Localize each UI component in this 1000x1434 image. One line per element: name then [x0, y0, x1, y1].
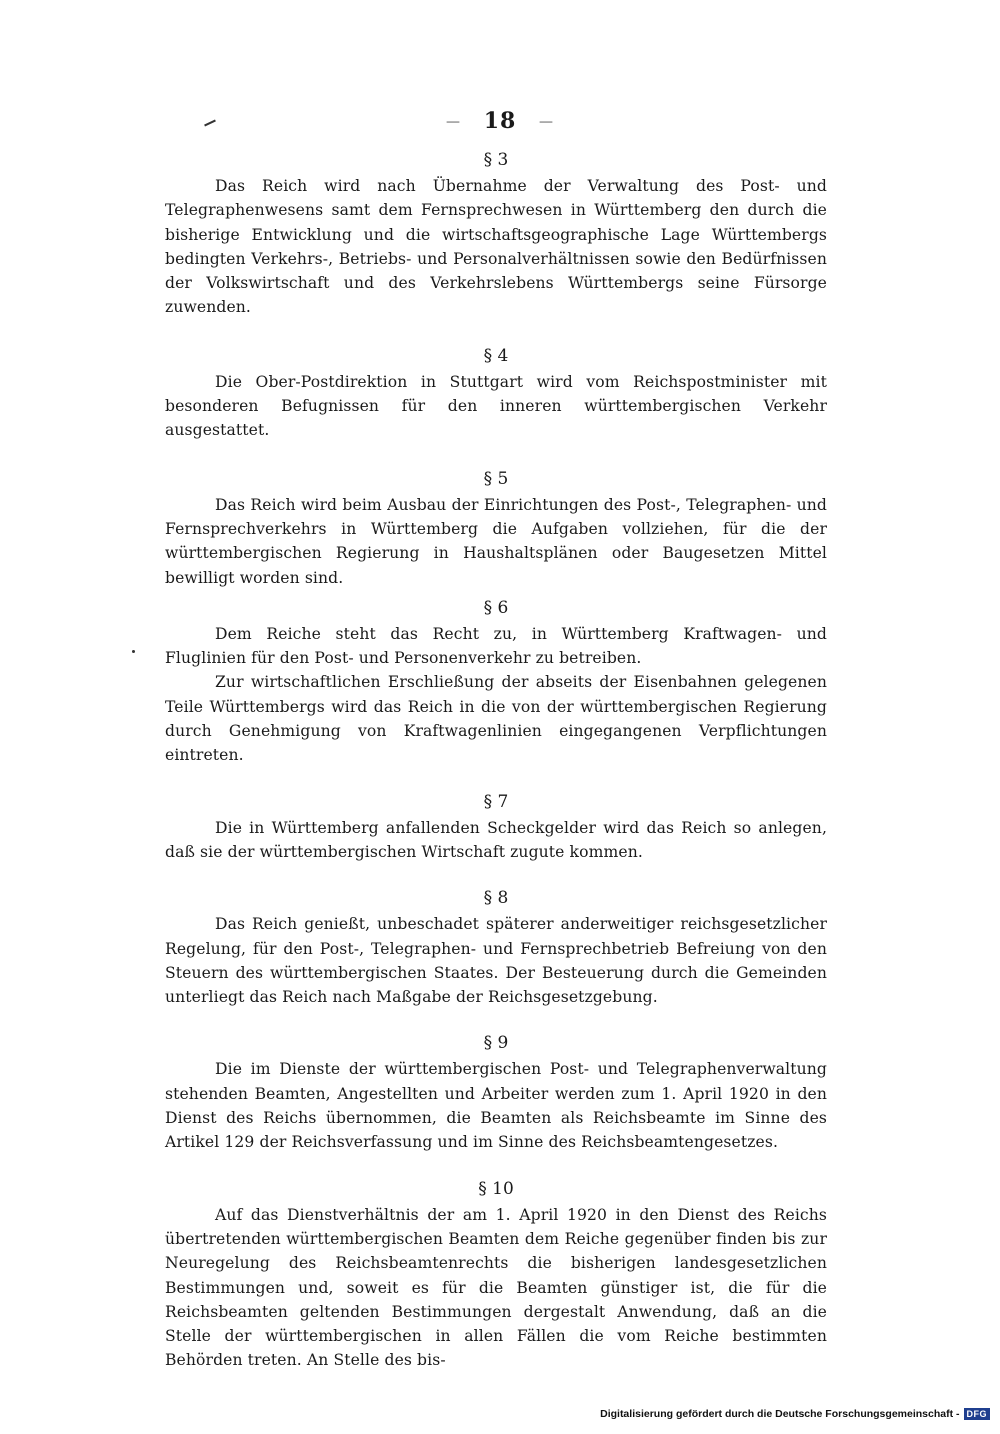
section-7 — [165, 790, 827, 865]
section-4 — [165, 344, 827, 443]
section-heading: § 4 — [483, 345, 509, 366]
paragraph: Die Ober-Postdirektion in Stuttgart wird vom Reichspostminister mit besonderen Befugnissen für den inneren württembergischen Verkehr ausgestattet. — [165, 372, 827, 440]
page-number-value: 18 — [483, 108, 517, 134]
section-heading: § 5 — [483, 468, 509, 489]
paragraph: Zur wirtschaftlichen Erschließung der abseits der Eisenbahnen gelegenen Teile Württembergs wird das Reich in die von der württembergischen Regierung durch Genehmigung von Kraftwagenlinien eingegangenen Verpflichtungen eintreten. — [165, 673, 827, 765]
paragraph: Die im Dienste der württembergischen Post- und Telegraphenverwaltung stehenden Beamten, Angestellten und Arbeiter werden zum 1. April 1920 in den Dienst des Reichs übernommen, die Beamten als Reichsbeamte im Sinne des Artikel 129 der Reichsverfassung und im Sinne des Reichsbeamtengesetzes. — [165, 1060, 827, 1152]
paragraph: Auf das Dienstverhältnis der am 1. April 1920 in den Dienst des Reichs übertretenden württembergischen Beamten dem Reiche gegenüber finden bis zur Neuregelung des Reichsbeamtenrechts die bisherigen landesgesetzlichen Bestimmungen und, soweit es für die Beamten günstiger ist, die für die Reichsbeamten geltenden Bestimmungen dergestalt Anwendung, daß an die Stelle der württembergischen in allen Fällen die vom Reiche bestimmten Behörden treten. An Stelle des bis- — [165, 1205, 827, 1370]
digitization-footer — [600, 1408, 990, 1420]
paragraph: Das Reich wird nach Übernahme der Verwaltung des Post- und Telegraphenwesens samt dem Fernsprechwesen in Württemberg den durch die bisherige Entwicklung und die wirtschaftsgeographische Lage Württembergs bedingten Verkehrs-, Betriebs- und Personalverhältnissen sowie den Bedürfnissen der Volkswirtschaft und des Verkehrslebens Württembergs seine Fürsorge zuwenden. — [165, 177, 827, 317]
paragraph: Das Reich wird beim Ausbau der Einrichtungen des Post-, Telegraphen- und Fernsprechverkehrs in Württemberg die Aufgaben vollziehen, für die der württembergischen Regierung in Haushaltsplänen oder Baugesetzen Mittel bewilligt worden sind. — [165, 495, 827, 587]
document-body — [165, 148, 827, 1373]
paragraph: Dem Reiche steht das Recht zu, in Württemberg Kraftwagen- und Fluglinien für den Post- und Personenverkehr zu betreiben. — [165, 624, 827, 668]
section-5 — [165, 467, 827, 590]
page-number — [0, 108, 1000, 134]
section-3 — [165, 148, 827, 320]
footer-text: Digitalisierung gefördert durch die Deutsche Forschungsgemeinschaft - — [600, 1408, 960, 1420]
dfg-logo-icon: DFG — [964, 1408, 991, 1420]
section-heading: § 9 — [483, 1033, 509, 1054]
section-heading: § 3 — [483, 150, 509, 170]
section-heading: § 10 — [478, 1178, 514, 1199]
section-10 — [165, 1177, 827, 1373]
page-number-dash-right: — — [538, 114, 554, 130]
section-heading: § 7 — [483, 791, 509, 812]
section-6 — [165, 596, 827, 768]
margin-dot-mark — [132, 650, 135, 653]
paragraph: Das Reich genießt, unbeschadet späterer anderweitiger reichsgesetzlicher Regelung, für den Post-, Telegraphen- und Fernsprechbetrieb Befreiung von den Steuern des württembergischen Staates. Der Besteuerung durch die Gemeinden unterliegt das Reich nach Maßgabe der Reichsgesetzgebung. — [165, 915, 827, 1007]
section-heading: § 8 — [483, 888, 509, 909]
section-heading: § 6 — [483, 597, 509, 618]
section-8 — [165, 886, 827, 1009]
page-number-dash-left: — — [446, 114, 462, 130]
paragraph: Die in Württemberg anfallenden Scheckgelder wird das Reich so anlegen, daß sie der württembergischen Wirtschaft zugute kommen. — [165, 818, 827, 861]
section-9 — [165, 1031, 827, 1154]
